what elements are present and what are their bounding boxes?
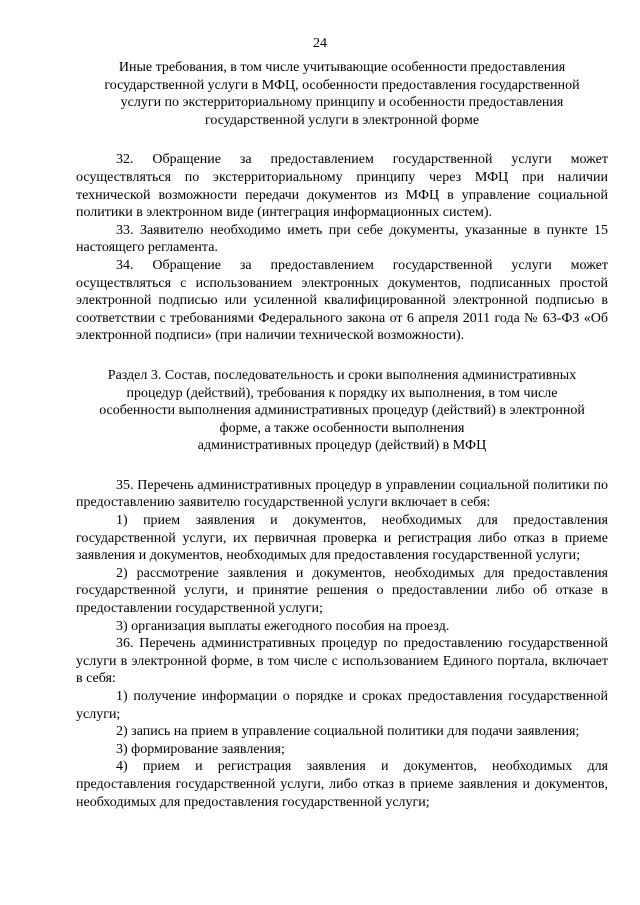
section-heading-3 [76,367,608,455]
heading-line: административных процедур (действий) в МФЦ [197,438,487,454]
heading-line: форме, а также особенности выполнения [219,420,465,436]
section-heading-other-requirements [76,59,608,129]
paragraph-34: 34. Обращение за предоставлением государственной услуги может осуществляться с использованием электронных документов, подписанных простой электронной подписью или усиленной квалифицированной электронной подписью в соответствии с требованиями Федерального закона от 6 апреля 2011 года № 63-ФЗ «Об электронной подписи» (при наличии технической возможности). [76,257,608,344]
heading-line: государственной услуги в электронной форме [204,112,480,128]
paragraph-36: 36. Перечень административных процедур по предоставлению государственной услуги в электронной форме, в том числе с использованием Единого портала, включает в себя: [76,636,608,687]
paragraph-33: 33. Заявителю необходимо иметь при себе документы, указанные в пункте 15 настоящего регламента. [76,222,608,256]
heading-line: Раздел 3. Состав, последовательность и сроки выполнения административных [107,367,577,383]
list-item-35-3: 3) организация выплаты ежегодного пособия на проезд. [116,618,450,634]
heading-line: особенности выполнения административных процедур (действий) в электронной [99,403,585,419]
document-body [76,59,608,811]
heading-line: процедур (действий), требования к порядку их выполнения, в том числе [126,385,558,401]
heading-line: Иные требования, в том числе учитывающие особенности предоставления [118,60,566,75]
list-item-35-2: 2) рассмотрение заявления и документов, необходимых для предоставления государственной услуги, и принятие решения о предоставлении либо об отказе в предоставлении государственной услуги; [76,565,608,617]
paragraph-32: 32. Обращение за предоставлением государственной услуги может осуществляться по экстерриториальному принципу через МФЦ при наличии технической возможности передачи документов из МФЦ в управление социальной политики в электронном виде (интеграция информационных систем). [76,152,608,221]
heading-line: государственной услуги в МФЦ, особенности предоставления государственной [104,77,580,93]
page-number: 24 [313,36,327,51]
paragraph-35: 35. Перечень административных процедур в управлении социальной политики по предоставлению заявителю государственной услуги включает в себя: [76,477,608,511]
list-item-36-4: 4) прием и регистрация заявления и документов, необходимых для предоставления государственной услуги, либо отказ в приеме заявления и документов, необходимых для предоставления государственной услуги; [76,759,608,810]
list-item-35-1: 1) прием заявления и документов, необходимых для предоставления государственной услуги, их первичная проверка и регистрация либо отказ в приеме заявления и документов, необходимых для предоставления государственной услуги; [76,513,608,564]
list-item-36-3: 3) формирование заявления; [116,741,285,757]
heading-line: услуги по экстерриториальному принципу и особенности предоставления [120,95,564,111]
list-item-36-1: 1) получение информации о порядке и сроках предоставления государственной услуги; [76,689,608,722]
list-item-36-2: 2) запись на прием в управление социальной политики для подачи заявления; [116,724,580,740]
